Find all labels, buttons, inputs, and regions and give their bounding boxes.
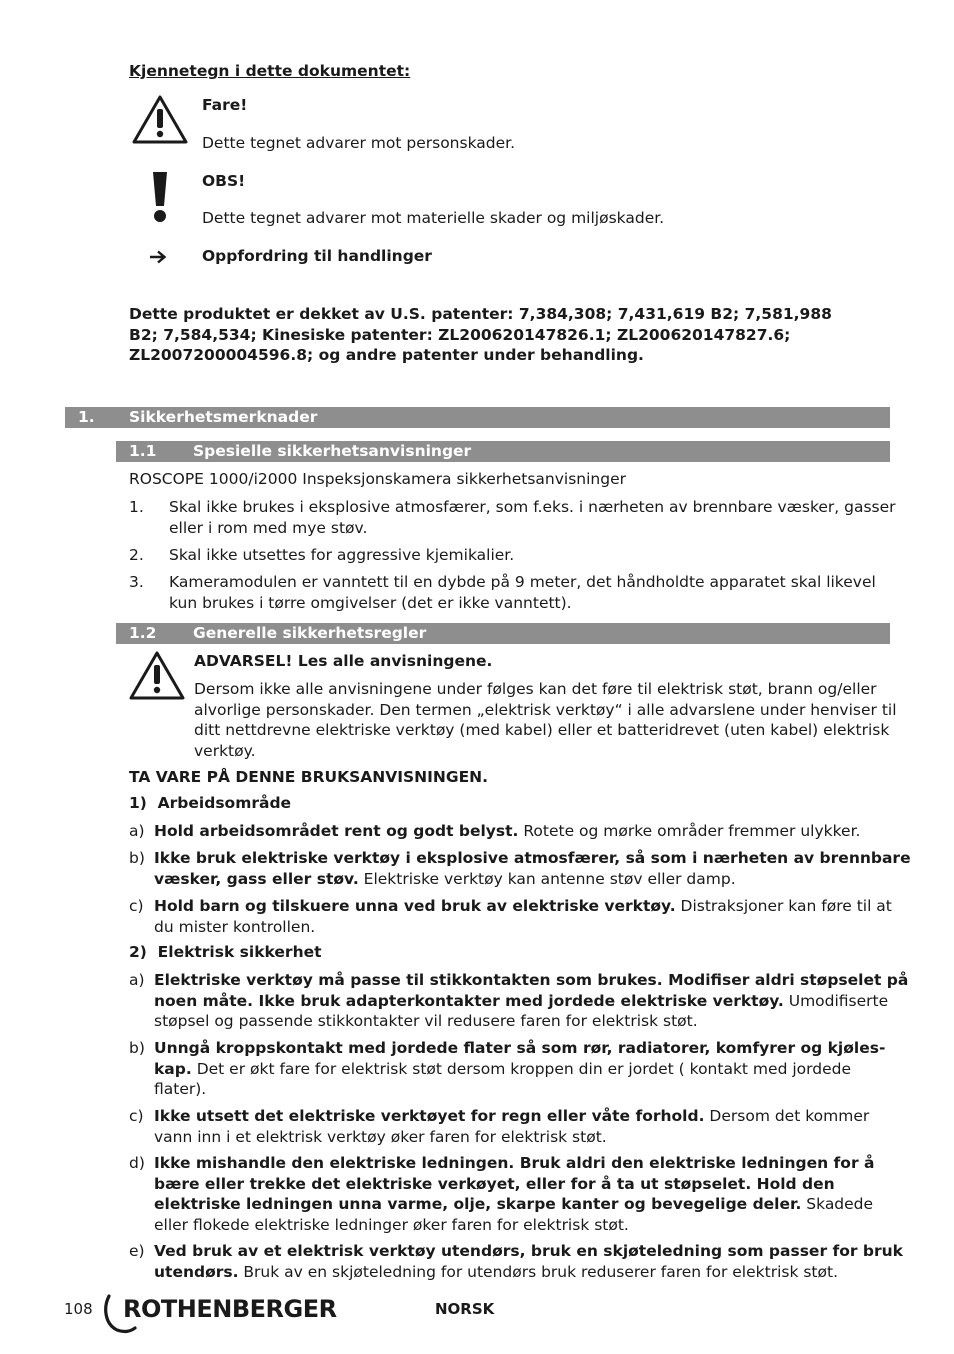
item-letter: a)	[129, 971, 145, 989]
page-number: 108	[64, 1300, 93, 1318]
item-text: eller i rom med mye støv.	[169, 518, 368, 537]
warning-triangle-icon	[131, 94, 189, 146]
item-bold: Unngå kroppskontakt med jordede flater så som rør, radiatorer, komfyrer og kjøles-	[154, 1039, 886, 1057]
legend-heading: Kjennetegn i dette dokumentet:	[129, 62, 411, 80]
item-number: 1.	[129, 498, 144, 516]
caution-text: Dette tegnet advarer mot materielle skader og miljøskader.	[202, 209, 665, 227]
item-text: Skal ikke brukes i eksplosive atmosfærer, som f.eks. i nærheten av brennbare væsker, gasser	[169, 498, 896, 516]
item-text: vann inn i et elektrisk verktøy øker faren for elektrisk støt.	[154, 1127, 607, 1146]
item-text: Skadede	[801, 1195, 874, 1213]
arrow-right-icon	[149, 250, 167, 264]
item-text: Elektriske verktøy kan antenne støv eller damp.	[358, 869, 736, 888]
warning-line: alvorlige personskader. Den termen „elektrisk verktøy“ i alle advarslene under henviser til	[194, 700, 897, 719]
item-letter: c)	[129, 897, 144, 915]
item-text: Kameramodulen er vanntett til en dybde på 9 meter, det håndholdte apparatet skal likevel	[169, 573, 876, 591]
item-bold: Hold barn og tilskuere unna ved bruk av elektriske verktøy.	[154, 897, 676, 915]
danger-text: Dette tegnet advarer mot personskader.	[202, 134, 516, 152]
warning-triangle-icon	[128, 650, 186, 702]
warning-title: ADVARSEL! Les alle anvisningene.	[194, 652, 493, 670]
action-title: Oppfordring til handlinger	[202, 247, 432, 265]
item-text: Skal ikke utsettes for aggressive kjemikalier.	[169, 546, 515, 564]
patent-line: ZL2007200004596.8; og andre patenter under behandling.	[129, 346, 644, 364]
item-text: Dersom det kommer	[704, 1107, 870, 1125]
item-bold: noen måte. Ikke bruk adapterkontakter med jordede elektriske verktøy.	[154, 991, 784, 1010]
section-title: Generelle sikkerhetsregler	[193, 624, 427, 642]
section-number: 1.2	[129, 624, 157, 642]
section-1-header	[65, 407, 890, 428]
item-number: 3.	[129, 573, 144, 591]
item-bold: Hold arbeidsområdet rent og godt belyst.	[154, 822, 519, 840]
item-bold: væsker, gass eller støv.	[154, 869, 359, 888]
patent-line: B2; 7,584,534; Kinesiske patenter: ZL200620147826.1; ZL200620147827.6;	[129, 325, 791, 344]
item-text: kun brukes i tørre omgivelser (det er ikke vanntett).	[169, 593, 572, 612]
section-1-2-header	[116, 623, 890, 644]
item-letter: a)	[129, 822, 145, 840]
item-letter: b)	[129, 1039, 145, 1057]
section-title: Sikkerhetsmerknader	[129, 408, 318, 426]
section-title: Spesielle sikkerhetsanvisninger	[193, 442, 472, 460]
warning-line: ditt nettdrevne elektriske verktøy (med kabel) eller et batteridrevet (uten kabel) elektrisk	[194, 721, 890, 739]
item-text: støpsel og passende stikkontakter vil redusere faren for elektrisk støt.	[154, 1012, 698, 1030]
item-letter: d)	[129, 1154, 145, 1172]
section-intro: ROSCOPE 1000/i2000 Inspeksjonskamera sikkerhetsanvisninger	[129, 470, 626, 488]
item-letter: c)	[129, 1107, 144, 1125]
item-bold: utendørs.	[154, 1262, 239, 1281]
item-text: eller flokede elektriske ledninger øker faren for elektrisk støt.	[154, 1215, 629, 1234]
item-bold: Ikke utsett det elektriske verktøyet for regn eller våte forhold.	[154, 1107, 705, 1125]
item-text: du mister kontrollen.	[154, 917, 316, 936]
patent-line: Dette produktet er dekket av U.S. patenter: 7,384,308; 7,431,619 B2; 7,581,988	[129, 305, 832, 323]
brand-name: ROTHENBERGER	[123, 1295, 337, 1323]
caution-title: OBS!	[202, 172, 246, 190]
item-text: Det er økt fare for elektrisk støt dersom kroppen din er jordet ( kontakt med jordede	[191, 1059, 851, 1078]
danger-title: Fare!	[202, 96, 248, 114]
item-bold: bære eller trekke det elektriske verkøyet, eller for å ta ut støpselet. Hold den	[154, 1174, 835, 1193]
item-bold: Elektriske verktøy må passe til stikkontakten som brukes. Modifiser aldri støpselet på	[154, 971, 909, 989]
warning-line: verktøy.	[194, 741, 256, 760]
item-letter: e)	[129, 1242, 145, 1260]
language-label: NORSK	[435, 1300, 495, 1318]
item-text: flater).	[154, 1080, 207, 1098]
item-bold: Ved bruk av et elektrisk verktøy utendørs, bruk en skjøteledning som passer for bruk	[154, 1242, 903, 1260]
exclamation-icon	[148, 170, 172, 224]
subsection-heading: 2) Elektrisk sikkerhet	[129, 943, 322, 961]
subsection-heading: 1) Arbeidsområde	[129, 794, 292, 812]
keep-instructions: TA VARE PÅ DENNE BRUKSANVISNINGEN.	[129, 768, 489, 786]
warning-text	[194, 679, 897, 761]
section-number: 1.1	[129, 442, 157, 460]
item-text: Umodifiserte	[783, 991, 889, 1010]
patent-notice	[129, 304, 889, 366]
item-text: Bruk av en skjøteledning for utendørs bruk reduserer faren for elektrisk støt.	[238, 1262, 838, 1281]
item-bold: Ikke bruk elektriske verktøy i eksplosive atmosfærer, så som i nærheten av brennbare	[154, 849, 911, 867]
item-text: Rotete og mørke områder fremmer ulykker.	[518, 822, 861, 840]
warning-line: Dersom ikke alle anvisningene under følges kan det føre til elektrisk støt, brann og/eller	[194, 680, 877, 698]
item-bold: kap.	[154, 1059, 192, 1078]
section-1-1-header	[116, 441, 890, 462]
item-text: Distraksjoner kan føre til at	[675, 897, 892, 915]
item-bold: elektriske ledningen unna varme, olje, skarpe kanter og bevegelige deler.	[154, 1195, 802, 1213]
item-letter: b)	[129, 849, 145, 867]
item-bold: Ikke mishandle den elektriske ledningen. Bruk aldri den elektriske ledningen for å	[154, 1154, 875, 1172]
section-number: 1.	[78, 408, 95, 426]
item-number: 2.	[129, 546, 144, 564]
